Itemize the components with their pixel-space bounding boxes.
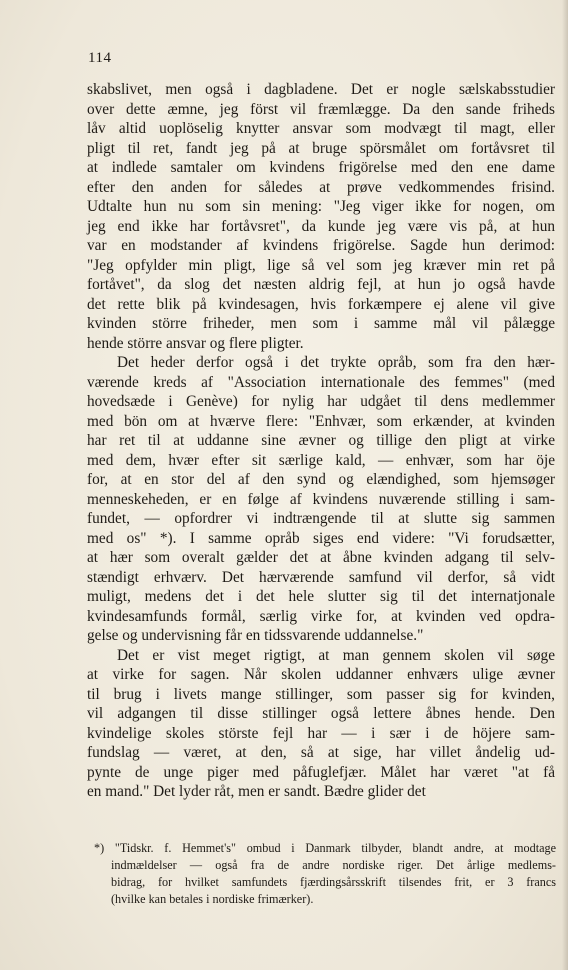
text-line: med dem, hvær efter sit særlige kald, — enhvær, som har öje [87, 451, 555, 469]
text-line: kvinden större friheder, men som i samme mål vil pålægge [87, 315, 555, 332]
text-line: over dette æmne, jeg först vil fræmlægge. Da den sande friheds [87, 100, 555, 118]
text-line: at hær som overalt gælder det at åbne kvinden adgang til selv- [87, 549, 555, 566]
text-line: til brug i livets mange stillinger, som passer sig for kvinden, [87, 685, 555, 703]
text-line: hende större ansvar og flere pligter. [87, 334, 304, 352]
body-text [87, 80, 555, 802]
text-line: efter den anden for således at prøve vedkommendes frisind. [87, 178, 555, 196]
text-line: for, at en stor del af den synd og elændighed, som hjemsøger [87, 471, 555, 488]
text-line: var en modstander af kvindens frigörelse. Sagde hun derimod: [87, 237, 555, 254]
text-line: stændigt erhværv. Det hærværende samfund vil derfor, så vidt [87, 568, 555, 586]
text-line: pligt til ret, fandt jeg på at bruge spörsmålet om fortåvsret til [87, 139, 555, 157]
text-line: med os" *). I samme opråb siges end videre: "Vi forudsætter, [87, 529, 555, 547]
text-line: værende kreds af "Association internationale des femmes" (med [87, 373, 555, 391]
text-line: muligt, medens det i det hele slutter sig til det internatjonale [87, 588, 555, 605]
text-line: at virke for sagen. Når skolen uddanner enhværs ulige ævner [87, 666, 555, 683]
text-line: hovedsæde i Genève) for nylig har udgået til dens medlemmer [87, 393, 555, 410]
text-line: vil adgangen til disse stillinger også lettere åbnes hende. Den [87, 705, 555, 722]
text-line: jeg end ikke har fortåvsret", da kunde jeg være vis på, at hun [87, 217, 555, 235]
text-line: gelse og undervisning får en tidssvarende uddannelse." [87, 627, 424, 644]
text-line: kvindesamfunds formål, særlig virke for, at kvinden ved opdra- [87, 607, 555, 625]
text-line: at indlede samtaler om kvindens frigörelse med den ene dame [87, 159, 555, 176]
page-number: 114 [88, 50, 112, 66]
text-line: har ret til at uddanne sine ævner og tillige den pligt at virke [87, 432, 555, 449]
footnote-line: (hvilke kan betales i nordiske frimærker). [111, 892, 314, 906]
text-line: kvindelige skoles störste fejl har — i sær i de höjere sam- [87, 724, 555, 742]
text-line: pynte de unge piger med påfuglefjær. Målet har været "at få [87, 763, 555, 781]
text-line: menneskeheden, er en følge af kvindens nuværende stilling i sam- [87, 490, 555, 508]
text-line: låv altid uoplöselig knytter ansvar som modvægt til magt, eller [87, 120, 555, 137]
text-line: Det er vist meget rigtigt, at man gennem skolen vil søge [117, 646, 555, 664]
text-line: Det heder derfor også i det trykte opråb, som fra den hær- [117, 354, 555, 371]
footnote-line: *) "Tidskr. f. Hemmet's" ombud i Danmark tilbyder, blandt andre, at modtage [94, 841, 556, 855]
footnote-separator [87, 838, 555, 839]
footnote-block [94, 840, 556, 908]
text-line: en mand." Det lyder råt, men er sandt. Bædre glider det [87, 783, 426, 800]
text-line: fundslag — været, at den, så at sige, har villet åndelig ud- [87, 744, 555, 761]
text-line: "Jeg opfylder min pligt, lige så vel som jeg kræver min ret på [87, 256, 555, 274]
text-line: skabslivet, men også i dagbladene. Det er nogle sælskabsstudier [87, 81, 555, 98]
text-line: det rette blik på kvindesagen, hvis forkæmpere ej alene vil give [87, 295, 555, 313]
text-line: Udtalte hun nu som sin mening: "Jeg viger ikke for nogen, om [87, 198, 555, 215]
footnote-line: indmældelser — også fra de andre nordiske riger. Det årlige medlems- [111, 858, 556, 872]
text-line: fortåvet", da slog det næsten aldrig fejl, at hun jo også havde [87, 276, 555, 293]
footnote-line: bidrag, for hvilket samfundets fjærdingsårsskrift tilsendes frit, er 3 francs [111, 875, 556, 889]
text-line: fundet, — opfordrer vi indtrængende til at slutte sig sammen [87, 510, 555, 527]
text-line: med bön om at hværve flere: "Enhvær, som erkænder, at kvinden [87, 412, 555, 430]
page-edge-shadow [562, 0, 568, 970]
